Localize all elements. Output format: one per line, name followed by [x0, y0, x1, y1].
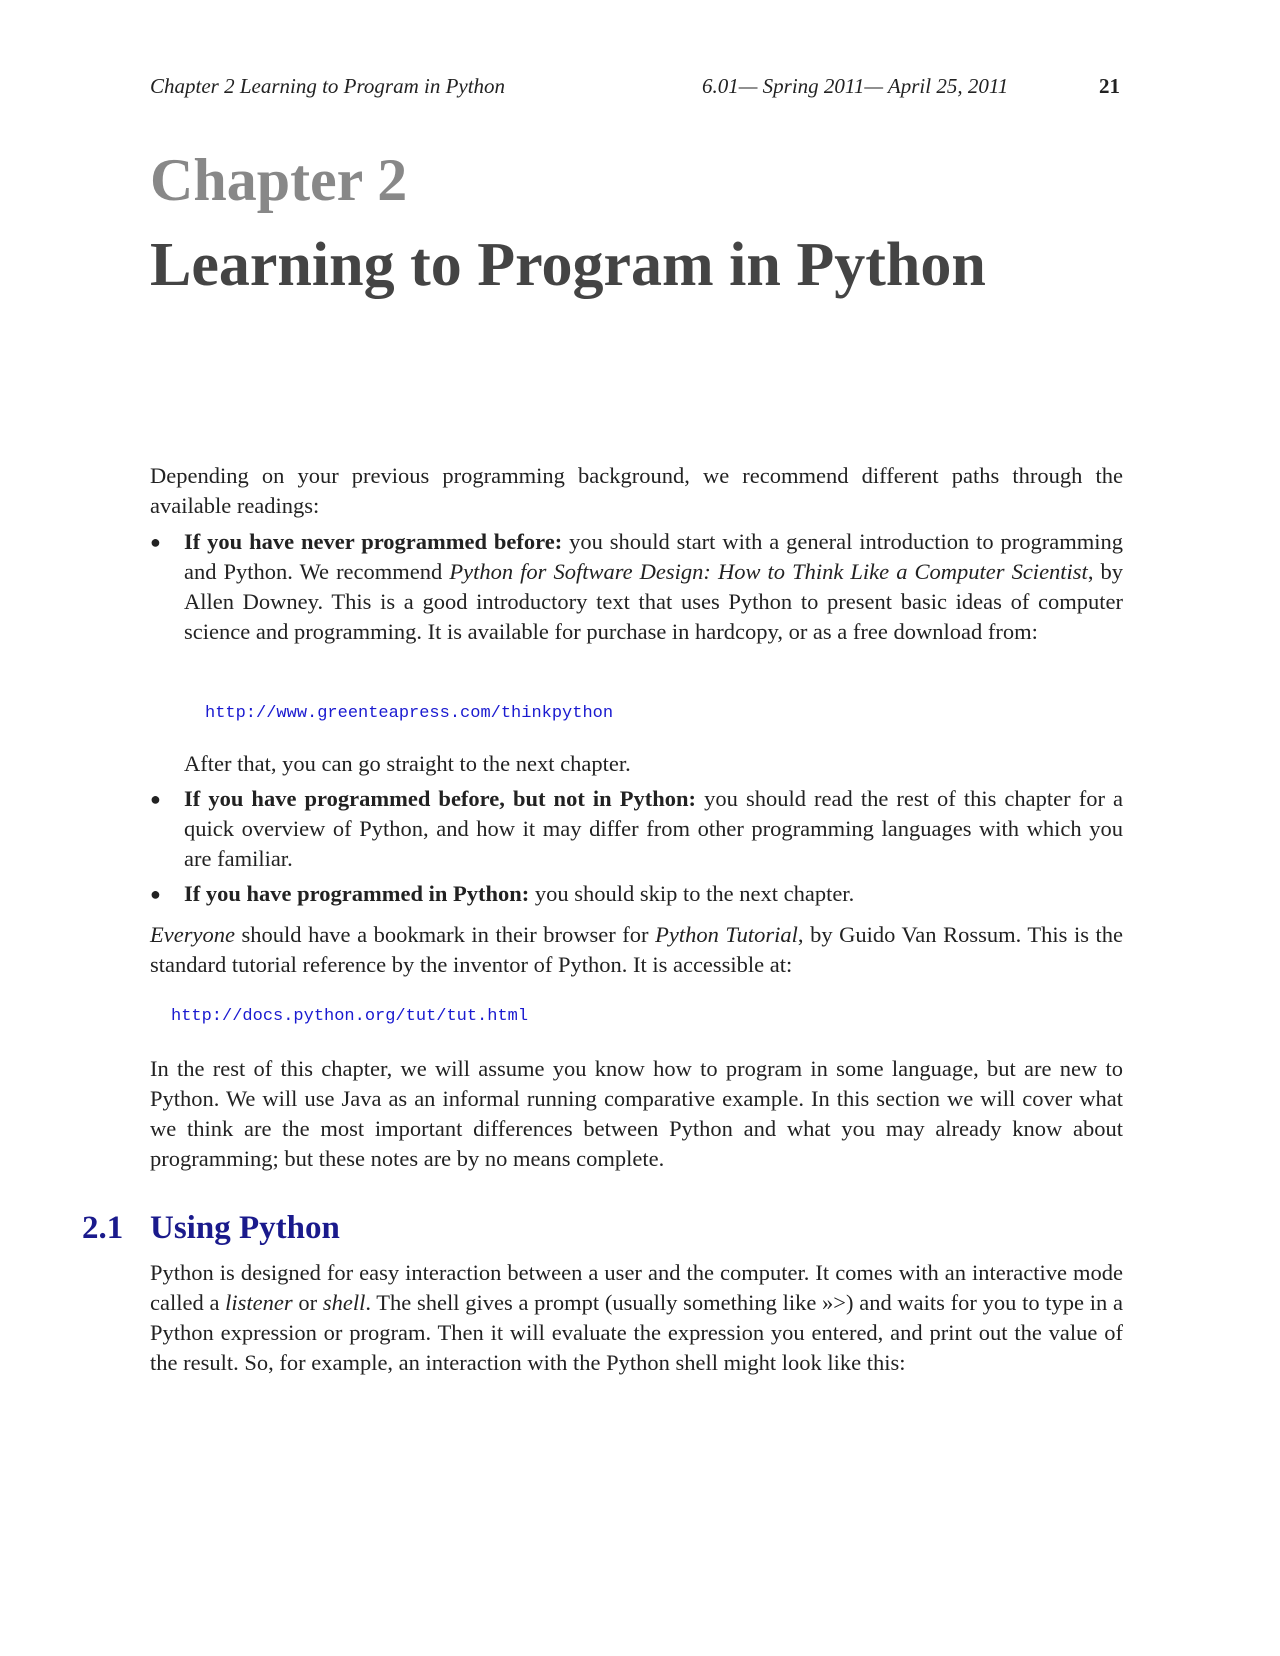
text: or	[292, 1290, 323, 1315]
chapter-label: Chapter 2	[150, 147, 408, 213]
list-item-after-text: After that, you can go straight to the next chapter.	[184, 751, 631, 776]
book-title: Python for Software Design: How to Think Like a Computer Scientist	[449, 559, 1088, 584]
book-title: Python Tutorial	[655, 922, 798, 947]
list-item-text: you should read the rest of this chapter for a quick overview of Python, and how it may differ from other programming languages with which you are familiar.	[184, 786, 1124, 871]
section-paragraph	[150, 1258, 1123, 1378]
list-item-text: , by Allen Downey. This is a good introductory text that uses Python to present basic ideas of computer science and programming. It is available for purchase in hardcopy, or as a free download from:	[184, 559, 1123, 644]
chapter-title: Learning to Program in Python	[150, 231, 986, 299]
list-item-never-programmed	[184, 527, 1123, 647]
running-header-chapter: Chapter 2 Learning to Program in Python	[150, 74, 506, 98]
text: should have a bookmark in their browser for	[234, 922, 656, 947]
text: . The shell gives a prompt (usually something like »>) and waits for you to type in a Python expression or program. Then it will evaluate the expression you entered, and print out the value of the result. So, for example, an interaction with the Python shell might look like this:	[150, 1290, 1123, 1375]
bullet-icon: ●	[150, 884, 161, 904]
text: , by Guido Van Rossum. This is the standard tutorial reference by the inventor of Python. It is accessible at:	[150, 922, 1123, 977]
term: shell	[322, 1290, 366, 1315]
emphasis: Everyone	[150, 922, 235, 947]
list-item-lead: If you have programmed before, but not in Python:	[184, 786, 697, 811]
section-number: 2.1	[82, 1210, 124, 1246]
list-item-programmed-not-python	[184, 784, 1123, 874]
text: Python is designed for easy interaction between a user and the computer. It comes with an interactive mode called a	[150, 1260, 1123, 1315]
section-title: Using Python	[150, 1210, 340, 1246]
list-item-text: you should start with a general introduction to programming and Python. We recommend	[184, 529, 1123, 584]
list-item-lead: If you have never programmed before:	[184, 529, 563, 554]
python-tutorial-link[interactable]: http://docs.python.org/tut/tut.html	[171, 1007, 529, 1026]
bullet-icon: ●	[150, 789, 161, 809]
everyone-paragraph	[150, 920, 1123, 980]
list-item-programmed-python	[184, 879, 1123, 909]
page-number: 21	[1099, 74, 1120, 98]
running-header-course-date: 6.01— Spring 2011— April 25, 2011	[702, 74, 1009, 98]
bullet-icon: ●	[150, 532, 161, 552]
rest-paragraph: In the rest of this chapter, we will assume you know how to program in some language, but are new to Python. We will use Java as an informal running comparative example. In this section we will cover what we think are the most important differences between Python and what you may already know about programming; but these notes are by no means complete.	[150, 1056, 1123, 1171]
intro-paragraph: Depending on your previous programming background, we recommend different paths through the available readings:	[150, 463, 1123, 518]
list-item-text: you should skip to the next chapter.	[529, 881, 855, 906]
list-item-lead: If you have programmed in Python:	[184, 881, 530, 906]
thinkpython-link[interactable]: http://www.greenteapress.com/thinkpython	[205, 704, 614, 723]
term: listener	[225, 1290, 293, 1315]
